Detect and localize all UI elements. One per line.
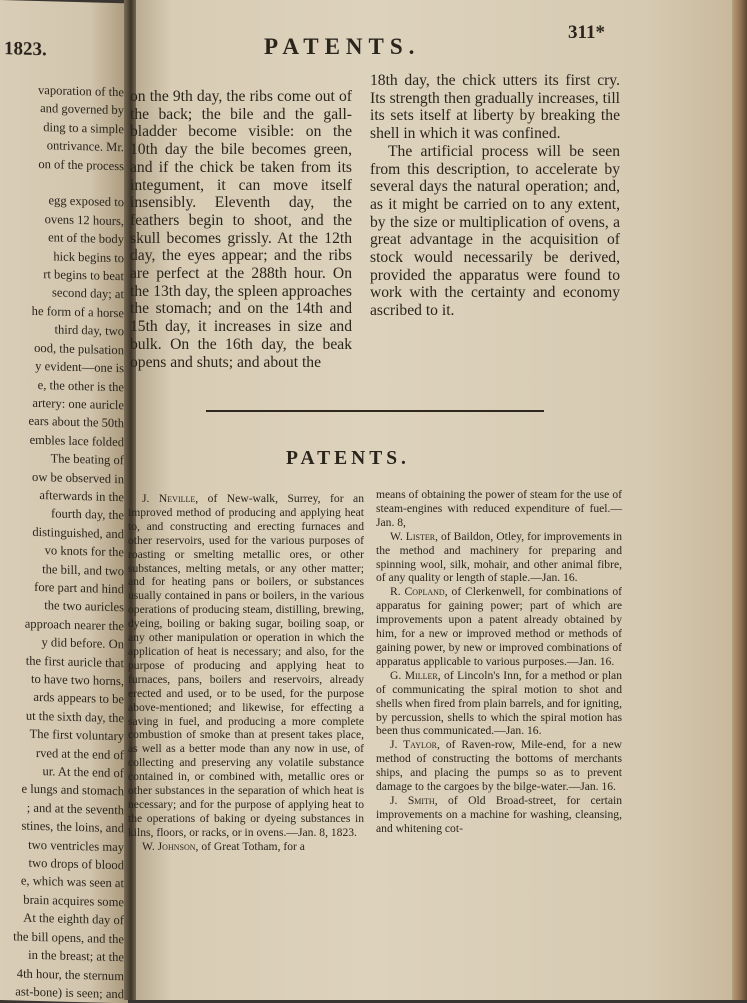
left-page-line: 4th hour, the sternum xyxy=(16,965,124,983)
patent-description: , of Old Broad-street, for certain improvements on a machine for washing, cleansing, and whitening cot- xyxy=(376,793,622,835)
left-page-line: on of the process xyxy=(38,156,124,173)
left-page-line: the two auricles xyxy=(44,598,124,615)
left-page-line: ow be observed in xyxy=(32,469,124,486)
left-page-line: artery: one auricle xyxy=(32,395,124,413)
text-column-right xyxy=(370,72,620,320)
left-page-text xyxy=(0,80,128,1003)
left-page-line: fourth day, the xyxy=(51,506,124,523)
left-page-line: afterwards in the xyxy=(39,487,124,505)
patentee-name: J. Smith xyxy=(390,793,435,807)
section-divider xyxy=(206,410,544,412)
patents-column-left xyxy=(128,492,364,854)
patent-description: , of Great Totham, for a xyxy=(195,839,305,853)
patent-entry xyxy=(128,840,364,854)
left-page-line: ent of the body xyxy=(48,230,124,247)
left-page xyxy=(0,0,128,1003)
left-page-line: in the breast; at the xyxy=(28,947,124,965)
left-page-line: ; and at the seventh xyxy=(26,800,124,818)
left-page-line: The beating of xyxy=(50,451,124,468)
left-page-line: two ventricles may xyxy=(28,837,124,854)
left-page-line: ood, the pulsation xyxy=(34,340,124,357)
left-page-line: to have two horns, xyxy=(30,671,124,689)
left-page-line: two drops of blood xyxy=(28,855,124,873)
patent-entry xyxy=(376,530,622,586)
patentee-name: W. Lister xyxy=(390,529,436,543)
left-page-line: brain acquires some xyxy=(23,892,124,910)
left-page-line: ast-bone) is seen; and xyxy=(15,984,124,1002)
left-page-line: distinguished, and xyxy=(32,524,124,541)
patent-entry xyxy=(376,794,622,836)
left-page-line: vo knots for the xyxy=(44,543,124,560)
left-page-line: ut the sixth day, the xyxy=(25,708,124,726)
patentee-name: R. Copland xyxy=(390,585,445,599)
left-page-line: ur. At the end of xyxy=(42,764,124,781)
left-page-line: third day, two xyxy=(54,322,124,339)
patentee-name: J. Neville xyxy=(142,492,196,505)
left-page-line: stines, the loins, and xyxy=(21,818,124,836)
paragraph: on the 9th day, the ribs come out of the back; the bile and the gall-bladder become visible: on the 10th day the bile becomes green, and if the chick be taken from its integument, it can move itself insensibly. Eleventh day, the feathers begin to shoot, and the skull becomes grissly. At the 12th day, the eyes appear; and the ribs are perfect at the 288th hour. On the 13th day, the spleen approaches the stomach; and on the 14th and 15th day, it increases in size and bulk. On the 16th day, the beak opens and shuts; and about the xyxy=(130,88,352,371)
left-page-line: vaporation of the xyxy=(37,82,124,100)
left-page-line: e, which was seen at xyxy=(20,874,124,891)
paragraph: 18th day, the chick utters its first cry. Its strength then gradually increases, till its sets itself at liberty by breaking the shell in which it was confined. xyxy=(370,72,620,143)
left-page-line: ovens 12 hours, xyxy=(44,212,124,229)
left-page-line: he form of a horse xyxy=(31,303,124,321)
patent-continuation: means of obtaining the power of steam for the use of steam-engines with reduced expenditure of fuel.—Jan. 8, xyxy=(376,488,622,529)
left-page-line: ears about the 50th xyxy=(28,414,124,431)
left-page-header: 1823. xyxy=(4,38,47,61)
patentee-name: J. Taylor xyxy=(390,738,438,752)
left-page-line: second day; at xyxy=(51,285,124,302)
left-page-line: e lungs and stomach xyxy=(21,782,124,799)
left-page-line: the bill, and two xyxy=(42,561,124,578)
right-page xyxy=(128,0,734,1000)
left-page-line: ding to a simple xyxy=(43,119,124,137)
left-page-line: At the eighth day of xyxy=(23,910,124,928)
patentee-name: G. Miller xyxy=(390,668,438,682)
left-page-line: ards appears to be xyxy=(33,690,124,707)
left-page-line: approach nearer the xyxy=(24,616,124,634)
running-head: PATENTS. xyxy=(264,34,421,59)
patent-entry xyxy=(376,585,622,668)
patents-column-right xyxy=(376,488,622,836)
left-page-line: e, the other is the xyxy=(37,377,124,394)
patentee-name: W. Johnson xyxy=(142,839,196,853)
left-page-line: embles lace folded xyxy=(29,432,124,449)
left-page-line: y did before. On xyxy=(41,635,124,652)
text-column-left xyxy=(130,88,352,371)
left-page-line: the first auricle that xyxy=(25,653,124,670)
left-page-line: hick begins to xyxy=(53,249,124,265)
left-page-line: egg exposed to xyxy=(48,193,124,210)
left-page-line: and governed by xyxy=(40,101,124,118)
left-page-line: fore part and hind xyxy=(34,579,124,597)
patent-description: , of Baildon, Otley, for improvements in the method and machinery for preparing and spinning wool, silk, mohair, and other animal fibre, of any quality or length of staple.—Jan. 16. xyxy=(376,529,622,585)
paragraph: The artificial process will be seen from this description, to accelerate by several days the natural operation; and, as it might be carried on to any extent, by the size or multiplication of ovens, a great advantage in the acquisition of stock would necessarily be derived, provided the apparatus were found to work with the certainty and economy ascribed to it. xyxy=(370,142,620,320)
left-page-line: The first voluntary xyxy=(29,726,124,744)
patent-description: , of New-walk, Surrey, for an improved method of producing and applying heat to, and constructing and erecting furnaces and other reservoirs, used for the various purposes of roasting or smelting metallic ores, or other substances, melting metals, or any other matter; and for heating pans or boilers, or substances usually contained in pans or boilers, in the various operations of producing steam, distilling, brewing, dyeing, boiling or baking sugar, boiling soap, or any other manipulation or operation in which the application of heat is necessary; and also, for the purpose of producing and applying heat to furnaces, pans, boilers and reservoirs, already erected and used, or to be used, for the purpose above-mentioned; and likewise, for effecting a saving in fuel, and producing a more complete combustion of smoke than at present takes place, as well as a better mode than any now in use, of collecting and preserving any volatile substance contained in, or combined with, metallic ores or other substances in the separation of which heat is necessary; and for the purpose of applying heat to the operations of baking or dyeing substances in kilns, floors, or racks, or in ovens.—Jan. 8, 1823. xyxy=(128,492,364,839)
patent-entry xyxy=(376,669,622,739)
patent-entry xyxy=(376,738,622,794)
page-edges xyxy=(732,0,747,1000)
left-page-line: rved at the end of xyxy=(35,745,124,762)
left-page-line: rt begins to beat xyxy=(43,267,124,284)
left-page-line: ontrivance. Mr. xyxy=(46,138,124,155)
left-page-line: y evident—one is xyxy=(35,359,124,376)
left-page-line: the bill opens, and the xyxy=(13,929,124,946)
patent-description: , of Raven-row, Mile-end, for a new method of constructing the bottoms of merchants ships, and placing the pumps so as to prevent damage to the cargoes by the bilge-water.—Jan. 16. xyxy=(376,738,622,794)
page-number: 311* xyxy=(568,22,605,43)
patent-entry xyxy=(128,492,364,840)
patent-description: , of Clerkenwell, for combinations of apparatus for gaining power; part of which are improvements upon a patent already obtained by him, for a new or improved method or methods of gaining power, by new or improved combinations of apparatus applicable to various purposes.—Jan. 16. xyxy=(376,585,622,668)
section-title: PATENTS. xyxy=(286,448,410,469)
patent-description: , of Lincoln's Inn, for a method or plan of communicating the spiral motion to shot and shells when fired from plain barrels, and for igniting, by percussion, shells to which the spiral motion has been thus communicated.—Jan. 16. xyxy=(376,668,622,738)
